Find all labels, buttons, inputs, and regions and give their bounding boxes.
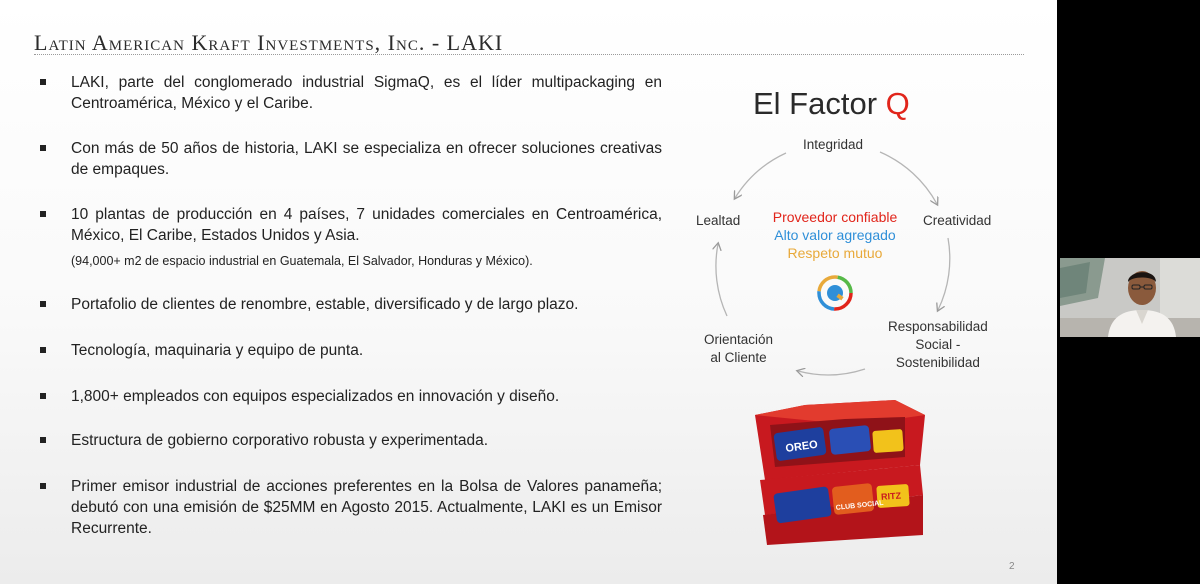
value-creatividad: Creatividad	[923, 213, 992, 228]
presenter-webcam[interactable]	[1060, 258, 1200, 337]
title-divider	[34, 54, 1024, 55]
bullet-item	[40, 138, 662, 180]
bullet-list	[40, 72, 662, 539]
center-alto-valor: Alto valor agregado	[774, 227, 896, 243]
bullet-text: 10 plantas de producción en 4 países, 7 unidades comerciales en Centroamérica, México, El Caribe, Estados Unidos y Asia.	[71, 206, 662, 244]
bullet-text: Con más de 50 años de historia, LAKI se especializa en ofrecer soluciones creativas de empaques.	[71, 140, 662, 178]
product-display-image	[745, 395, 930, 545]
bullet-item	[40, 430, 662, 451]
bullet-text: Tecnología, maquinaria y equipo de punta.	[71, 342, 364, 359]
arrow-integridad-lealtad	[735, 153, 786, 198]
bullet-text: Estructura de gobierno corporativo robusta y experimentada.	[71, 432, 489, 449]
bullet-item	[40, 340, 662, 361]
arrow-responsabilidad-orientacion	[798, 369, 865, 375]
arrow-orientacion-lealtad	[716, 244, 727, 316]
bullet-text: 1,800+ empleados con equipos especializados en innovación y diseño.	[71, 388, 560, 405]
value-lealtad: Lealtad	[696, 213, 741, 228]
bullet-item	[40, 386, 662, 407]
bullet-subtext: (94,000+ m2 de espacio industrial en Guatemala, El Salvador, Honduras y México).	[71, 254, 533, 268]
presenter-video-icon	[1060, 258, 1200, 337]
center-respeto: Respeto mutuo	[787, 245, 883, 261]
brand-label: CLUB SOCIAL	[835, 499, 884, 512]
bullet-square-icon	[40, 301, 46, 307]
bullet-text: Portafolio de clientes de renombre, estable, diversificado y de largo plazo.	[71, 296, 579, 313]
brand-label: RITZ	[880, 490, 902, 502]
bullet-square-icon	[40, 347, 46, 353]
arrow-creatividad-responsabilidad	[938, 238, 950, 310]
factor-q-diagram	[690, 78, 990, 378]
bullet-square-icon	[40, 437, 46, 443]
bullet-square-icon	[40, 483, 46, 489]
factor-q-title-main: El Factor	[753, 86, 886, 121]
bullet-square-icon	[40, 79, 46, 85]
factor-q-title-accent: Q	[885, 86, 910, 121]
value-integridad: Integridad	[803, 137, 864, 152]
brand-label: OREO	[784, 438, 819, 455]
bullet-item	[40, 72, 662, 114]
value-responsabilidad: Responsabilidad Social - Sostenibilidad	[888, 319, 988, 370]
bullet-square-icon	[40, 393, 46, 399]
sigmaq-logo-icon	[816, 274, 854, 312]
slide-title: Latin American Kraft Investments, Inc. - LAKI	[34, 30, 504, 55]
page-number: 2	[1009, 561, 1015, 572]
bullet-text: LAKI, parte del conglomerado industrial SigmaQ, es el líder multipackaging en Centroamérica, México y el Caribe.	[71, 74, 662, 112]
bullet-square-icon	[40, 211, 46, 217]
bullet-text: Primer emisor industrial de acciones preferentes en la Bolsa de Valores panameña; debutó con una emisión de $25MM en Agosto 2015. Actualmente, LAKI es un Emisor Recurrente.	[71, 478, 662, 537]
bullet-item	[40, 476, 662, 539]
value-orientacion: Orientación al Cliente	[704, 332, 774, 365]
bullet-square-icon	[40, 145, 46, 151]
arrow-integridad-creatividad	[880, 152, 937, 204]
center-proveedor: Proveedor confiable	[772, 209, 898, 225]
bullet-item	[40, 294, 662, 315]
bullet-item	[40, 204, 662, 270]
